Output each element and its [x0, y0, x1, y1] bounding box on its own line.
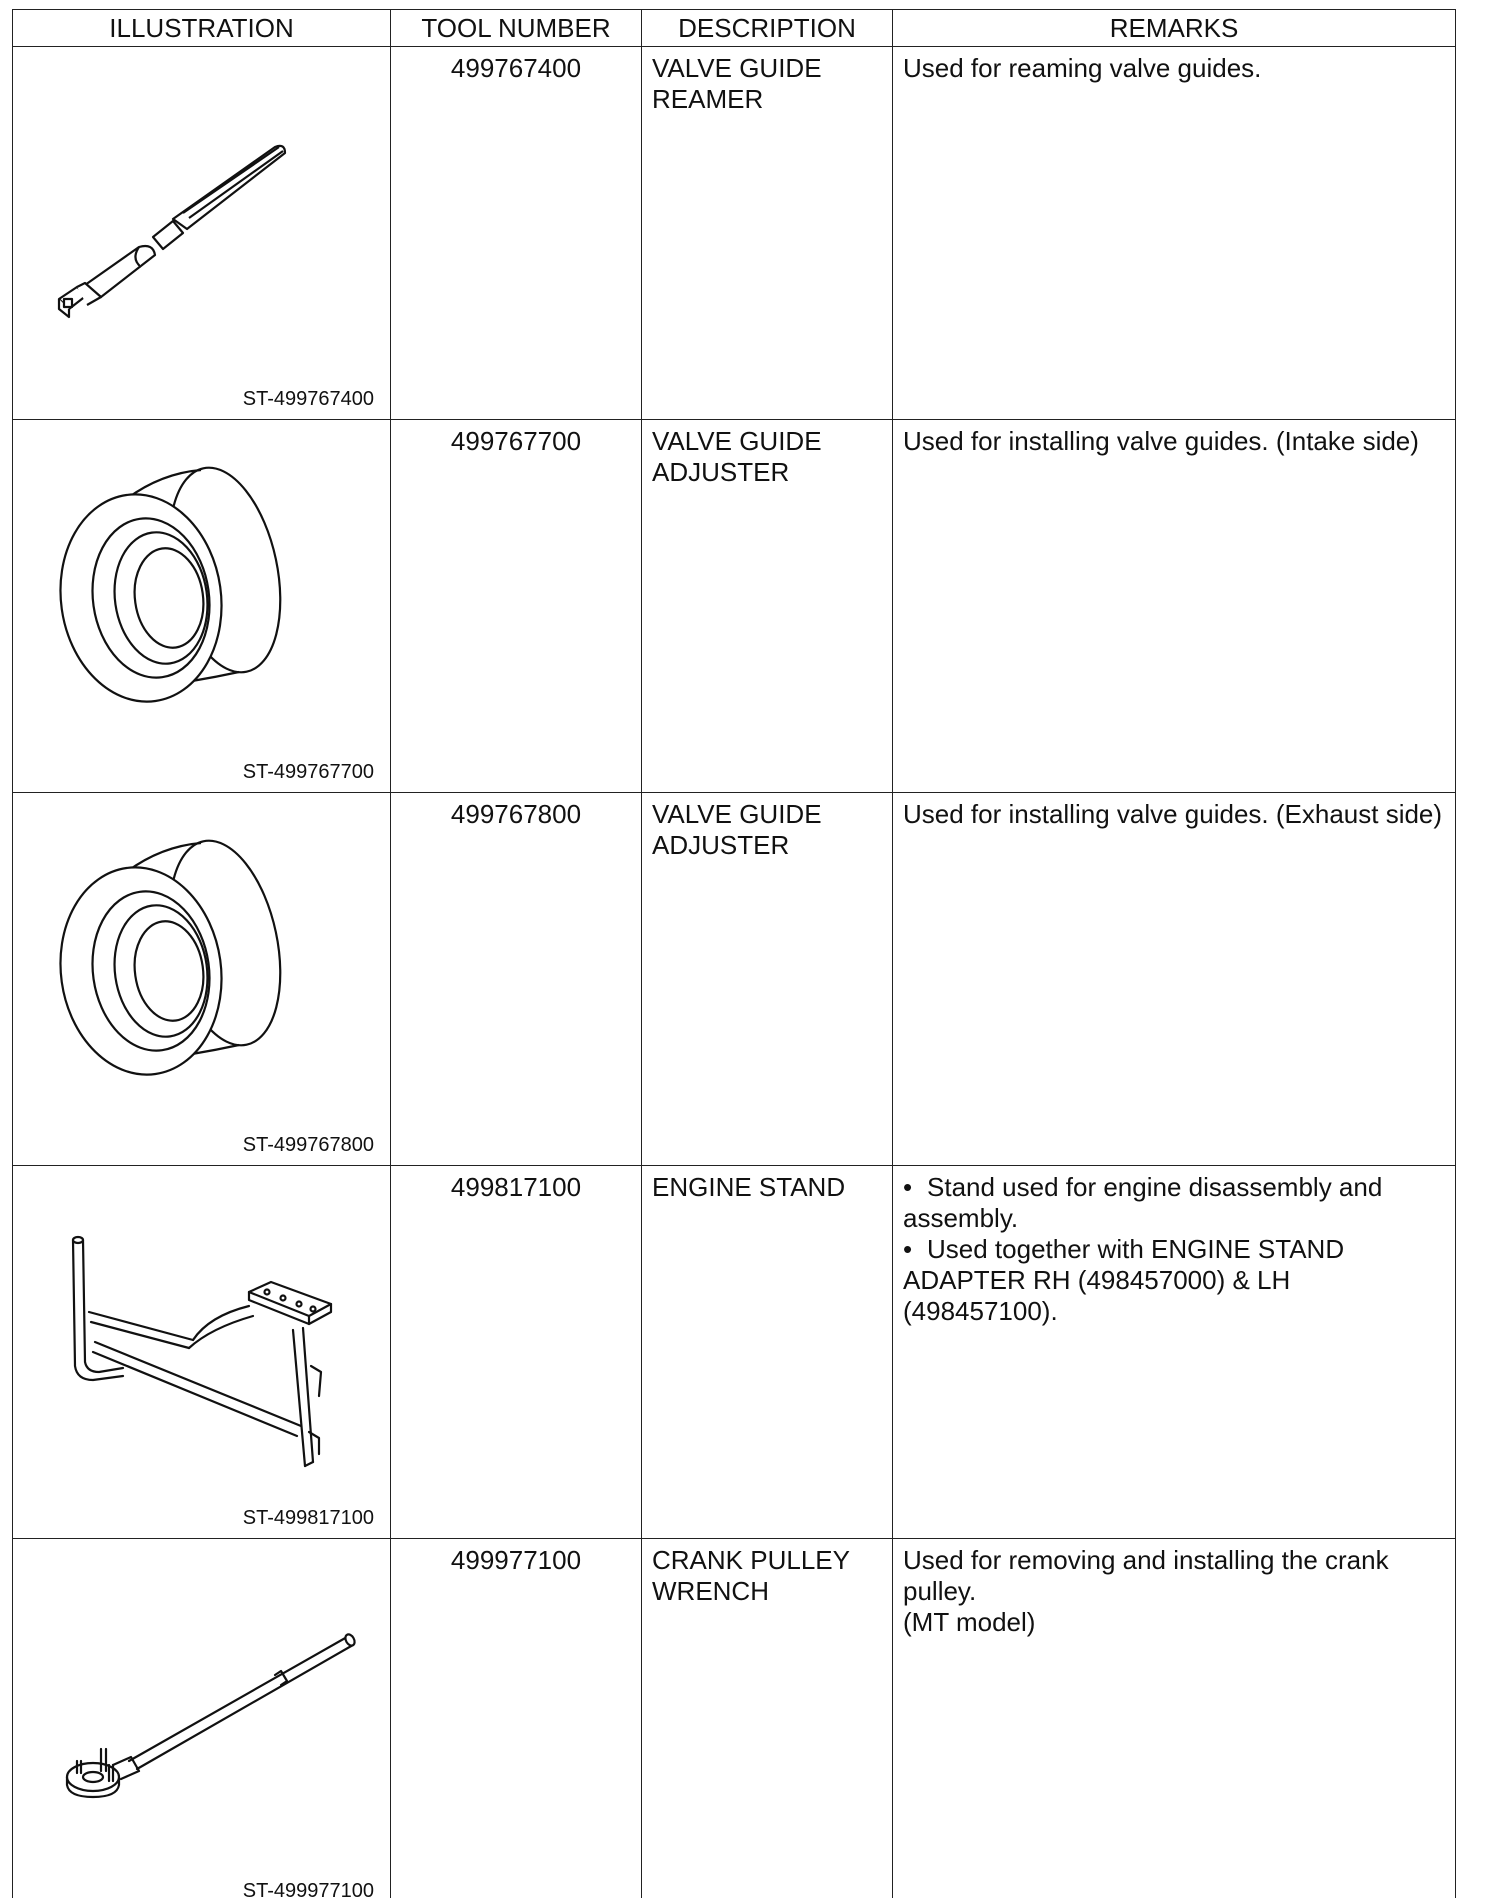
header-remarks: REMARKS: [893, 10, 1456, 47]
illustration-cell: [13, 1166, 391, 1539]
tool-number: 499767400: [391, 47, 642, 420]
description-line: ADJUSTER: [652, 457, 790, 487]
remarks-line: [903, 1172, 1445, 1203]
description-cell: [642, 47, 893, 420]
remarks-cell: [893, 1166, 1456, 1539]
illustration-cell: [13, 47, 391, 420]
bullet-icon: •: [903, 1234, 913, 1264]
tool-number: 499817100: [391, 1166, 642, 1539]
remarks-line: [903, 1234, 1445, 1265]
special-tools-table: [12, 9, 1456, 1898]
illustration-code: ST-499767800: [242, 1134, 374, 1156]
description-cell: [642, 1539, 893, 1898]
illustration-code: ST-499817100: [242, 1507, 374, 1529]
illustration-code: ST-499977100: [242, 1880, 374, 1898]
description-line: VALVE GUIDE: [652, 426, 822, 456]
remarks-line: assembly.: [903, 1203, 1019, 1233]
table-row: [13, 420, 1456, 793]
remarks-line: Used for installing valve guides. (Exhaust side): [903, 799, 1443, 829]
table-row: [13, 1539, 1456, 1898]
remarks-line: Used for reaming valve guides.: [903, 53, 1262, 83]
description-line: VALVE GUIDE: [652, 799, 822, 829]
description-line: VALVE GUIDE: [652, 53, 822, 83]
description-cell: [642, 793, 893, 1166]
tool-number: 499767700: [391, 420, 642, 793]
description-line: ENGINE STAND: [652, 1172, 846, 1202]
pulley-wrench-icon: [13, 1539, 389, 1879]
description-line: CRANK PULLEY: [652, 1545, 850, 1575]
description-cell: [642, 420, 893, 793]
header-tool-number: TOOL NUMBER: [391, 10, 642, 47]
remarks-line: Used for installing valve guides. (Intake side): [903, 426, 1419, 456]
illustration-cell: [13, 1539, 391, 1898]
illustration-cell: [13, 420, 391, 793]
remarks-cell: [893, 47, 1456, 420]
bullet-icon: •: [903, 1172, 913, 1202]
table-row: [13, 1166, 1456, 1539]
remarks-text: Stand used for engine disassembly and: [927, 1172, 1383, 1202]
illustration-code: ST-499767700: [242, 761, 374, 783]
remarks-line: Used for removing and installing the crank pulley.: [903, 1545, 1389, 1606]
remarks-line: (MT model): [903, 1607, 1036, 1637]
adjuster-icon: [13, 793, 389, 1133]
adjuster-icon: [13, 420, 389, 760]
description-line: WRENCH: [652, 1576, 769, 1606]
engine-stand-icon: [13, 1166, 389, 1506]
table-row: [13, 793, 1456, 1166]
illustration-code: ST-499767400: [242, 388, 374, 410]
illustration-cell: [13, 793, 391, 1166]
description-line: REAMER: [652, 84, 764, 114]
remarks-cell: [893, 420, 1456, 793]
remarks-line: ADAPTER RH (498457000) & LH (498457100).: [903, 1265, 1291, 1326]
description-line: ADJUSTER: [652, 830, 790, 860]
remarks-cell: [893, 793, 1456, 1166]
remarks-cell: [893, 1539, 1456, 1898]
header-description: DESCRIPTION: [642, 10, 893, 47]
tool-number: 499977100: [391, 1539, 642, 1898]
header-illustration: ILLUSTRATION: [13, 10, 391, 47]
remarks-text: Used together with ENGINE STAND: [927, 1234, 1345, 1264]
tool-number: 499767800: [391, 793, 642, 1166]
table-header-row: [13, 10, 1456, 47]
description-cell: [642, 1166, 893, 1539]
table-row: [13, 47, 1456, 420]
reamer-icon: [13, 47, 389, 387]
